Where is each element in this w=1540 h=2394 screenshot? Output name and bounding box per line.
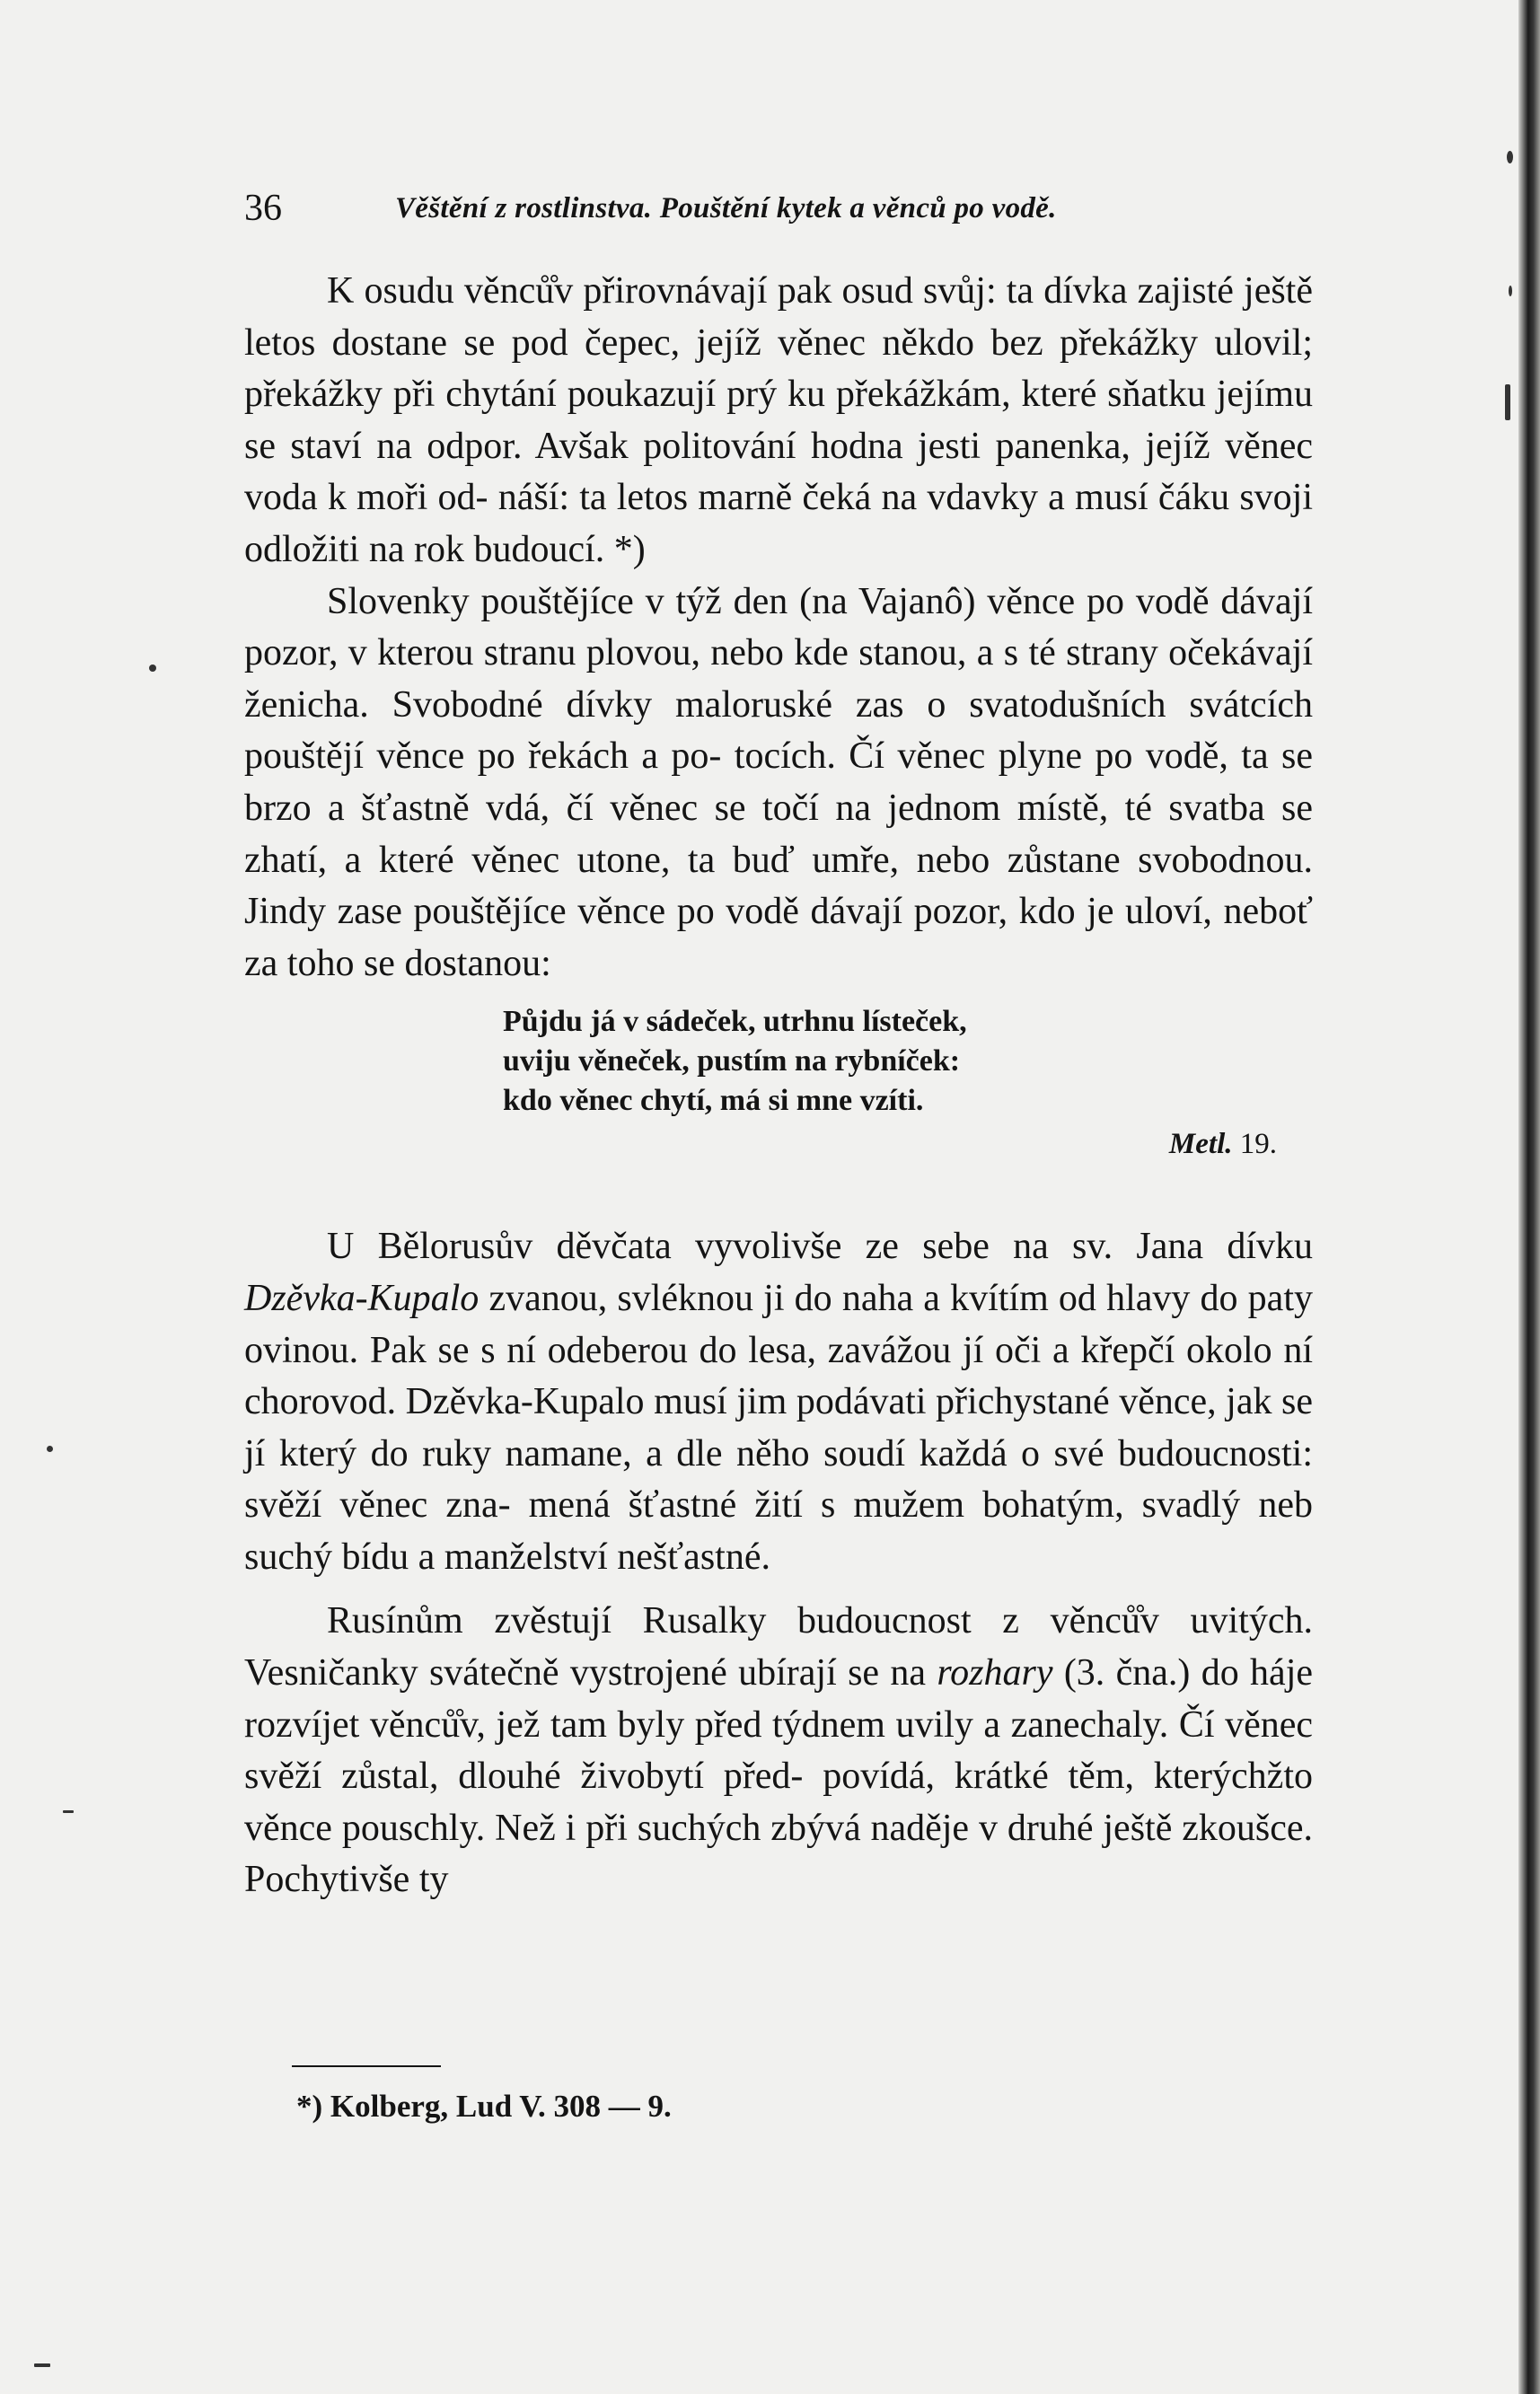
- paragraph-3-line: mená šťastné žití s mužem bohatým, svadlý neb suchý bídu: [244, 1484, 1313, 1578]
- paragraph-4-line: Rusínům zvěstují Rusalky budoucnost z věnců̊v uvitých.: [327, 1600, 1313, 1642]
- print-speck: [1505, 384, 1510, 420]
- folk-verse: [503, 1002, 1313, 1121]
- paragraph-4-line: (3. čna.): [1063, 1652, 1191, 1694]
- source-page: 19.: [1239, 1128, 1277, 1161]
- page-binding-edge: [1518, 0, 1540, 2394]
- paragraph-1-line: náší: ta letos marně čeká na vdavky a musí čáku svoji: [497, 477, 1314, 519]
- paragraph-2-line: čí věnec se točí na jednom místě, té svatba se zhatí, a které: [244, 787, 1313, 881]
- paragraph-3-line: zvanou, svléknou ji do naha a kvítím od: [488, 1277, 1096, 1319]
- body-text: [244, 266, 1313, 1906]
- print-speck: [63, 1810, 74, 1813]
- footnote-rule: [292, 2065, 441, 2067]
- paragraph-3-line: hlavy do paty ovinou. Pak se s ní odeberou do lesa, zavážou: [244, 1277, 1313, 1371]
- paragraph-4-line: suchých zbývá naděje v druhé ještě zkoušce. Pochytivše ty: [244, 1807, 1314, 1901]
- italic-term: rozhary: [937, 1652, 1053, 1694]
- verse-source: [244, 1124, 1313, 1164]
- paragraph-4-line: Vesničanky svátečně vystrojené ubírají se na: [244, 1652, 927, 1694]
- verse-line: kdo věnec chytí, má si mne vzíti.: [503, 1084, 924, 1118]
- paragraph-2-line: zas o svatodušních svátcích pouštějí věnce po řekách a po-: [244, 683, 1314, 778]
- paragraph-4-line: do háje rozvíjet věnců̊v, jež tam byly před týdnem uvily: [244, 1652, 1314, 1746]
- paragraph-2: [244, 576, 1313, 990]
- paragraph-2-line: tocích. Čí věnec plyne po vodě, ta se brzo a šťastně vdá,: [244, 735, 1313, 829]
- paragraph-3-line: a dle něho soudí každá o své budoucnosti: svěží věnec zna-: [244, 1432, 1313, 1527]
- paragraph-2-line: a s té strany očekávají ženicha. Svobodné dívky maloruské: [244, 632, 1314, 726]
- paragraph-4-line: povídá, krátké těm, kterýchžto věnce pouschly. Než i při: [244, 1756, 1313, 1849]
- paragraph-1-line: zajisté ještě letos dostane se pod čepec, jejíž věnec někdo: [244, 270, 1313, 364]
- italic-term: Dzěvka-Kupalo: [244, 1277, 480, 1319]
- paragraph-1-line: bez překážky ulovil; překážky při chytání poukazují prý ku: [244, 321, 1313, 416]
- print-speck: [1509, 286, 1512, 296]
- running-head: Věštění z rostlinstva. Pouštění kytek a věnců po vodě.: [395, 192, 1057, 224]
- page-header: [244, 185, 1313, 232]
- paragraph-1-line: K osudu věnců̊v přirovnávají pak osud svůj: ta dívka: [327, 270, 1128, 312]
- paragraph-2-line: věnec utone, ta buď umře, nebo zůstane svobodnou. Jindy: [244, 839, 1314, 933]
- paragraph-3-line: U Bělorusův děvčata vyvolivše ze sebe na sv. Jana dívku: [327, 1226, 1313, 1268]
- verse-line: Půjdu já v sádeček, utrhnu lísteček,: [503, 1005, 967, 1039]
- paragraph-3: [244, 1221, 1313, 1583]
- page-number: 36: [244, 188, 282, 229]
- footnote: *) Kolberg, Lud V. 308 — 9.: [296, 2089, 672, 2124]
- paragraph-3-line: jí oči a křepčí okolo ní chorovod. Dzěvka-Kupalo musí jim: [244, 1329, 1313, 1423]
- print-speck: [1507, 151, 1513, 163]
- paragraph-4: [244, 1596, 1313, 1906]
- paragraph-2-line: vodě dávají pozor, v kterou stranu plovou, nebo kde stanou,: [244, 580, 1313, 674]
- paragraph-1: [244, 266, 1313, 576]
- paragraph-2-line: zase pouštějíce věnce po vodě dávají pozor, kdo je uloví,: [337, 891, 1212, 933]
- verse-line: uviju věneček, pustím na rybníček:: [503, 1044, 961, 1078]
- paragraph-2-line: Slovenky pouštějíce v týž den (na Vajanô) věnce po: [327, 580, 1125, 622]
- paragraph-1-line: překážkám, které sňatku jejímu se staví na odpor. Avšak: [244, 374, 1313, 467]
- paragraph-3-line: podávati přichystané věnce, jak se jí který do ruky namane,: [244, 1381, 1314, 1474]
- print-speck: [34, 2363, 50, 2367]
- print-speck: [47, 1446, 53, 1452]
- print-speck: [149, 665, 156, 672]
- paragraph-4-line: a zanechaly. Čí věnec svěží zůstal, dlouhé živobytí před-: [244, 1703, 1313, 1798]
- source-abbrev: Metl.: [1168, 1128, 1233, 1161]
- paragraph-1-line: politování hodna jesti panenka, jejíž věnec voda k moři od-: [244, 425, 1314, 519]
- paragraph-2-line: neboť za toho se dostanou:: [244, 891, 1314, 984]
- paragraph-3-line: a manželství nešťastné.: [418, 1536, 770, 1578]
- paragraph-1-line: odložiti na rok budoucí. *): [244, 528, 646, 570]
